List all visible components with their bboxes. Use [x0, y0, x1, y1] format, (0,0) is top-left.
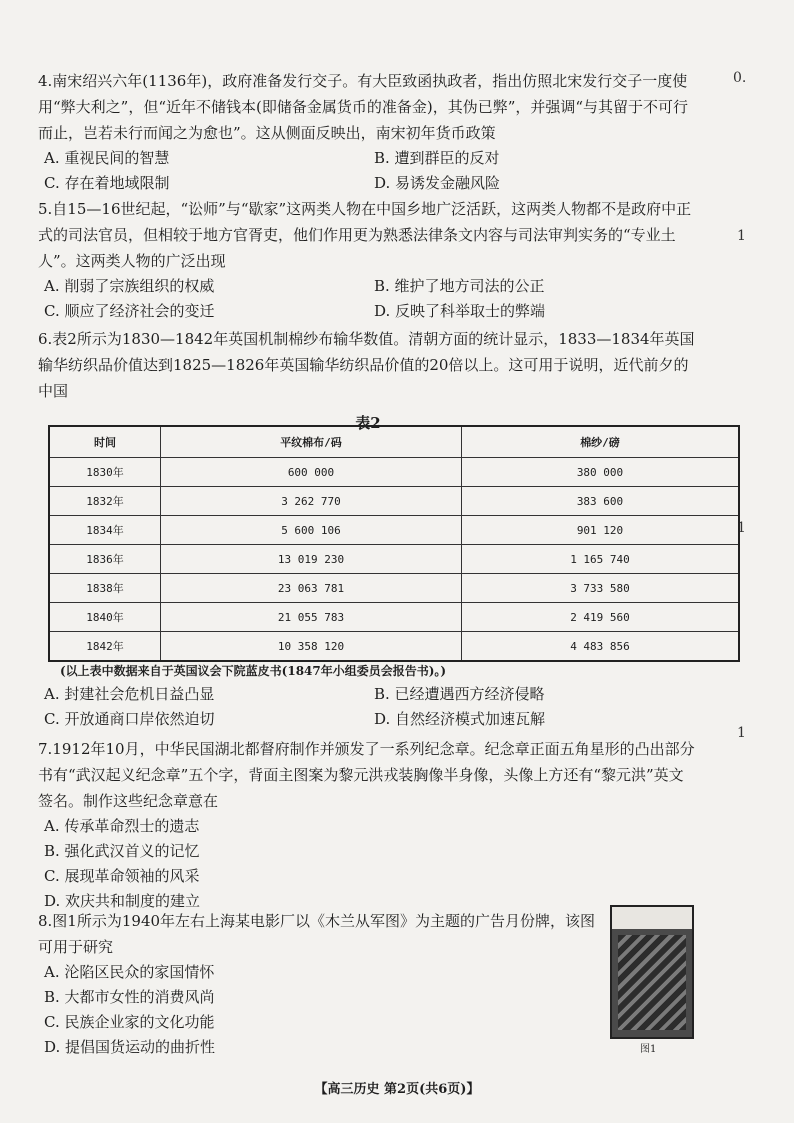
option-d: D. 自然经济模式加速瓦解	[374, 710, 546, 728]
cell-cloth: 10 358 120	[161, 632, 462, 662]
question-5	[38, 196, 698, 324]
table-caption: 表2	[355, 414, 381, 432]
cell-year: 1840年	[49, 603, 161, 632]
margin-mark: 1	[737, 725, 746, 741]
table-row	[49, 545, 739, 574]
question-stem: 5.自15—16世纪起，“讼师”与“歇家”这两类人物在中国乡地广泛活跃，这两类人物都不是政府中正式的司法官员，但相较于地方官胥吏，他们作用更为熟悉法律条文内容与司法审判实务的“专业土人”。这两类人物的广泛出现	[38, 200, 692, 270]
cell-year: 1830年	[49, 458, 161, 487]
question-7	[38, 736, 698, 914]
option-c: C. 开放通商口岸依然迫切	[44, 710, 215, 728]
option-a: A. 沦陷区民众的家国情怀	[44, 963, 215, 981]
option-a: A. 封建社会危机日益凸显	[44, 685, 215, 703]
options	[44, 274, 698, 324]
poster-image	[610, 905, 694, 1039]
col-header-yarn: 棉纱/磅	[462, 426, 740, 458]
table-row	[49, 603, 739, 632]
question-6-options	[38, 682, 698, 732]
cell-year: 1838年	[49, 574, 161, 603]
cell-year: 1836年	[49, 545, 161, 574]
cell-year: 1834年	[49, 516, 161, 545]
data-table	[48, 425, 740, 662]
option-b: B. 强化武汉首义的记忆	[44, 842, 200, 860]
cell-yarn: 383 600	[462, 487, 740, 516]
option-c: C. 展现革命领袖的风采	[44, 867, 200, 885]
cell-cloth: 5 600 106	[161, 516, 462, 545]
option-a: A. 削弱了宗族组织的权威	[44, 277, 215, 295]
question-stem: 6.表2所示为1830—1842年英国机制棉纱布输华数值。清朝方面的统计显示，1833—1834年英国输华纺织品价值达到1825—1826年英国输华纺织品价值的20倍以上。这可用于说明，近代前夕的中国	[38, 330, 695, 400]
question-8	[38, 908, 598, 1060]
col-header-time: 时间	[49, 426, 161, 458]
table-header-row	[49, 426, 739, 458]
options	[44, 146, 698, 196]
cell-yarn: 3 733 580	[462, 574, 740, 603]
table-row	[49, 458, 739, 487]
table-row	[49, 487, 739, 516]
cell-yarn: 2 419 560	[462, 603, 740, 632]
option-c: C. 顺应了经济社会的变迁	[44, 302, 215, 320]
option-b: B. 维护了地方司法的公正	[374, 277, 545, 295]
table-row	[49, 574, 739, 603]
question-stem: 4.南宋绍兴六年(1136年)，政府准备发行交子。有大臣致函执政者，指出仿照北宋发行交子一度使用“弊大利之”，但“近年不储钱本(即储备金属货币的准备金)，其伪已弊”，并强调“与其留于不可行而止，岂若未行而闻之为愈也”。这从侧面反映出，南宋初年货币政策	[38, 72, 689, 142]
option-d: D. 欢庆共和制度的建立	[44, 892, 201, 910]
option-a: A. 重视民间的智慧	[44, 149, 170, 167]
margin-mark: 1	[737, 228, 746, 244]
figure-caption: 图1	[640, 1044, 657, 1055]
poster-artwork	[618, 935, 686, 1030]
option-b: B. 已经遭遇西方经济侵略	[374, 685, 545, 703]
cell-year: 1842年	[49, 632, 161, 662]
poster-banner	[612, 907, 692, 929]
option-a: A. 传承革命烈士的遗志	[44, 817, 200, 835]
cell-cloth: 3 262 770	[161, 487, 462, 516]
cell-cloth: 21 055 783	[161, 603, 462, 632]
option-b: B. 遭到群臣的反对	[374, 149, 500, 167]
option-c: C. 存在着地域限制	[44, 174, 170, 192]
options	[44, 682, 698, 732]
question-stem: 8.图1所示为1940年左右上海某电影厂以《木兰从军图》为主题的广告月份牌，该图可用于研究	[38, 912, 596, 956]
option-d: D. 易诱发金融风险	[374, 174, 501, 192]
cell-year: 1832年	[49, 487, 161, 516]
options	[44, 814, 698, 914]
margin-mark: 0.	[733, 70, 747, 86]
cell-yarn: 380 000	[462, 458, 740, 487]
page-footer: 【高三历史 第2页(共6页)】	[314, 1082, 480, 1097]
table-row	[49, 632, 739, 662]
cell-cloth: 23 063 781	[161, 574, 462, 603]
option-c: C. 民族企业家的文化功能	[44, 1013, 215, 1031]
option-b: B. 大都市女性的消费风尚	[44, 988, 215, 1006]
table-source-note: (以上表中数据来自于英国议会下院蓝皮书(1847年小组委员会报告书)。)	[60, 664, 447, 678]
option-d: D. 反映了科举取士的弊端	[374, 302, 546, 320]
cell-yarn: 1 165 740	[462, 545, 740, 574]
cell-cloth: 600 000	[161, 458, 462, 487]
question-6	[38, 326, 698, 440]
table-row	[49, 516, 739, 545]
option-d: D. 提倡国货运动的曲折性	[44, 1038, 216, 1056]
cell-yarn: 901 120	[462, 516, 740, 545]
cell-cloth: 13 019 230	[161, 545, 462, 574]
margin-mark: 1	[737, 520, 746, 536]
cell-yarn: 4 483 856	[462, 632, 740, 662]
question-4	[38, 68, 698, 196]
question-stem: 7.1912年10月，中华民国湖北都督府制作并颁发了一系列纪念章。纪念章正面五角星形的凸出部分书有“武汉起义纪念章”五个字，背面主图案为黎元洪戎装胸像半身像，头像上方还有“黎元洪”英文签名。制作这些纪念章意在	[38, 740, 695, 810]
options	[44, 960, 598, 1060]
col-header-cloth: 平纹棉布/码	[161, 426, 462, 458]
